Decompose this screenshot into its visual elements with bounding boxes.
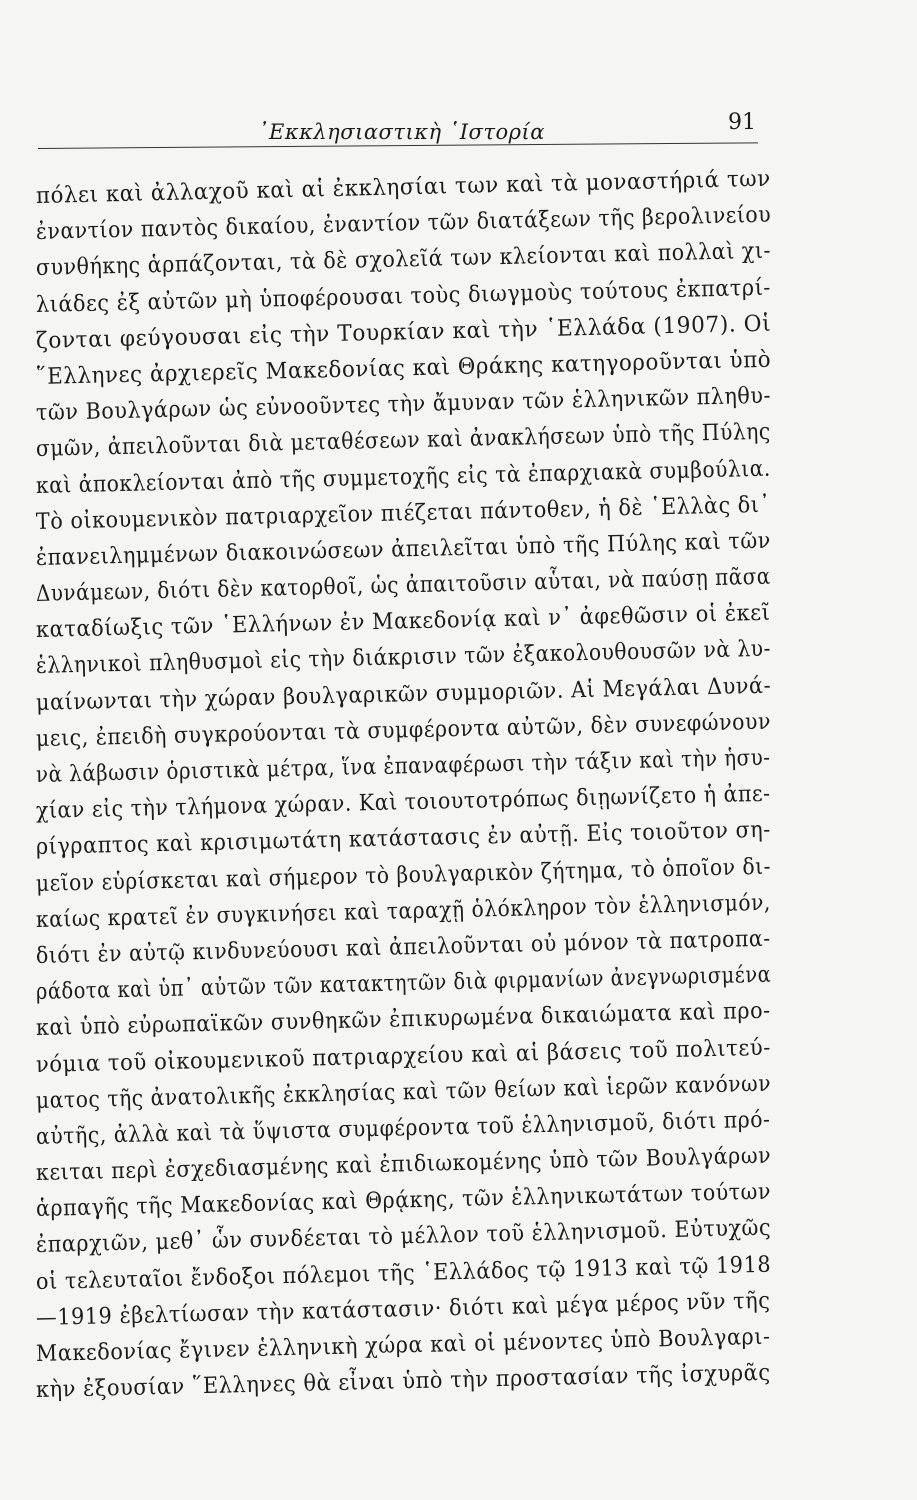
text-line: ἁρπαγῆς τῆς Μακεδονίας καὶ Θρᾴκης, τῶν ἑλληνικωτάτων τούτων — [35, 1178, 772, 1223]
text-line: Τὸ οἰκουμενικὸν πατριαρχεῖον πιέζεται πάντοθεν, ἡ δὲ ῾Ελλὰς δι᾿ — [35, 491, 771, 535]
text-line: οἱ τελευταῖοι ἔνδοξοι πόλεμοι τῆς ῾Ελλάδος τῷ 1913 καὶ τῷ 1918 — [35, 1251, 772, 1295]
text-line: χίαν εἰς τὴν τλήμονα χώραν. Καὶ τοιουτοτρόπως διῃωνίζετο ἡ ἀπε- — [35, 780, 771, 825]
body-text — [35, 165, 772, 1408]
text-line: ράδοτα καὶ ὑπ᾿ αὐτῶν τῶν κατακτητῶν διὰ φιρμανίων ἀνεγνωρισμένα — [35, 961, 772, 1006]
text-line: ἑλληνικοὶ πληθυσμοὶ εἰς τὴν διάκρισιν τῶν ἐξακολουθουσῶν νὰ λυ- — [35, 636, 772, 680]
text-line: νὰ λάβωσιν ὁριστικὰ μέτρα, ἵνα ἐπαναφέρωσι τὴν τάξιν καὶ τὴν ἡσυ- — [35, 744, 771, 788]
text-line: ἐπανειλημμένων διακοινώσεων ἀπειλεῖται ὑπὸ τῆς Πύλης καὶ τῶν — [35, 527, 772, 571]
text-line: —1919 ἐβελτίωσαν τὴν κατάστασιν· διότι καὶ μέγα μέρος νῦν τῆς — [35, 1287, 771, 1331]
text-line: αὐτῆς, ἀλλὰ καὶ τὰ ὕψιστα συμφέροντα τοῦ ἑλληνισμοῦ, διότι πρό- — [35, 1106, 771, 1150]
text-line: καὶ ἀποκλείονται ἀπὸ τῆς συμμετοχῆς εἰς τὰ ἐπαρχιακὰ συμβούλια. — [35, 455, 772, 499]
text-line: Μακεδονίας ἔγινεν ἑλληνικὴ χώρα καὶ οἱ μένοντες ὑπὸ Βουλγαρι- — [35, 1323, 771, 1367]
text-line: Δυνάμεων, διότι δὲν κατορθοῖ, ὡς ἀπαιτοῦσιν αὗται, νὰ παύσῃ πᾶσα — [35, 563, 772, 608]
page-number: 91 — [728, 110, 756, 135]
text-line: καὶ ὑπὸ εὐρωπαϊκῶν συνθηκῶν ἐπικυρωμένα δικαιώματα καὶ προ- — [35, 998, 771, 1042]
text-line: διότι ἐν αὐτῷ κινδυνεύουσι καὶ ἀπειλοῦνται οὐ μόνον τὰ πατροπα- — [35, 925, 771, 969]
text-line: ῞Ελληνες ἀρχιερεῖς Μακεδονίας καὶ Θράκης κατηγοροῦνται ὑπὸ — [35, 346, 772, 390]
text-line: καίως κρατεῖ ἐν συγκινήσει καὶ ταραχῇ ὁλόκληρον τὸν ἑλληνισμόν, — [35, 889, 772, 933]
text-line: ρίγραπτος καὶ κρισιμωτάτη κατάστασις ἐν αὐτῇ. Εἰς τοιοῦτον ση- — [35, 817, 772, 861]
text-line: νόμια τοῦ οἰκουμενικοῦ πατριαρχείου καὶ αἱ βάσεις τοῦ πολιτεύ- — [35, 1034, 772, 1078]
text-line: ἐπαρχιῶν, μεθ᾿ ὧν συνδέεται τὸ μέλλον τοῦ ἑλληνισμοῦ. Εὐτυχῶς — [35, 1215, 772, 1259]
text-line: ἐναντίον παντὸς δικαίου, ἐναντίον τῶν διατάξεων τῆς βερολινείου — [35, 201, 772, 246]
text-line: καταδίωξις τῶν ῾Ελλήνων ἐν Μακεδονίᾳ καὶ ν᾿ ἀφεθῶσιν οἱ ἐκεῖ — [35, 599, 771, 644]
text-line: πόλει καὶ ἀλλαχοῦ καὶ αἱ ἐκκλησίαι των καὶ τὰ μοναστήριά των — [35, 165, 771, 209]
text-line: μεῖον εὑρίσκεται καὶ σήμερον τὸ βουλγαρικὸν ζήτημα, τὸ ὁποῖον δι- — [35, 853, 772, 897]
running-head — [0, 110, 917, 150]
text-line: σμῶν, ἀπειλοῦνται διὰ μεταθέσεων καὶ ἀνακλήσεων ὑπὸ τῆς Πύλης — [35, 419, 772, 463]
text-line: κὴν ἐξουσίαν ῞Ελληνες θὰ εἶναι ὑπὸ τὴν προστασίαν τῆς ἰσχυρᾶς — [35, 1359, 771, 1404]
text-line: ζονται φεύγουσαι εἰς τὴν Τουρκίαν καὶ τὴν ῾Ελλάδα (1907). Οἱ — [35, 310, 772, 354]
text-line: κειται περὶ ἐσχεδιασμένης καὶ ἐπιδιωκομένης ὑπὸ τῶν Βουλγάρων — [35, 1142, 772, 1187]
text-line: ματος τῆς ἀνατολικῆς ἐκκλησίας καὶ τῶν θείων καὶ ἱερῶν κανόνων — [35, 1070, 772, 1114]
text-line: μεις, ἐπειδὴ συγκρούονται τὰ συμφέροντα αὐτῶν, δὲν συνεφώνουν — [35, 708, 772, 752]
text-line: λιάδες ἐξ αὐτῶν μὴ ὑποφέρουσαι τοὺς διωγμοὺς τούτους ἐκπατρί- — [35, 274, 772, 318]
text-line: τῶν Βουλγάρων ὡς εὐνοοῦντες τὴν ἄμυναν τῶν ἑλληνικῶν πληθυ- — [35, 382, 772, 427]
text-line: συνθήκης ἁρπάζονται, τὰ δὲ σχολεῖά των κλείονται καὶ πολλαὶ χι- — [35, 238, 772, 282]
running-title: ᾿Εκκλησιαστικὴ ῾Ιστορία — [258, 120, 545, 144]
text-line: μαίνωνται τὴν χώραν βουλγαρικῶν συμμοριῶν. Αἱ Μεγάλαι Δυνά- — [35, 672, 772, 716]
